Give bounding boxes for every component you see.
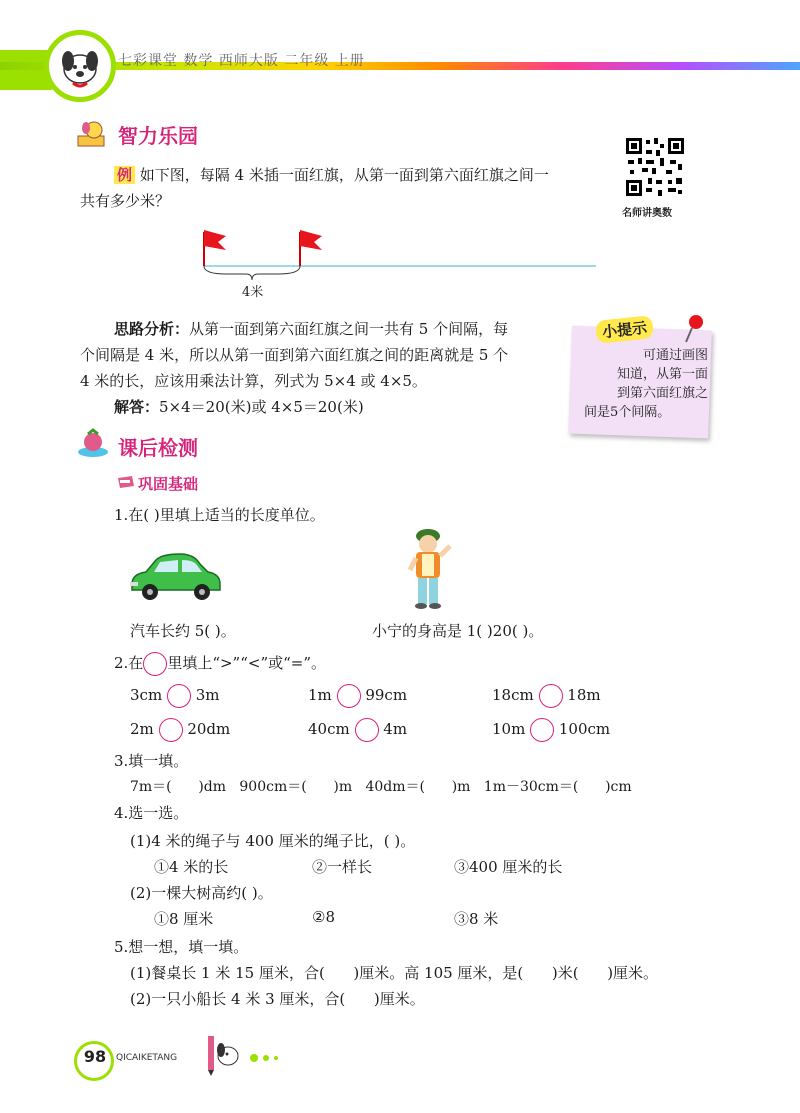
compare-2-1 [130, 718, 230, 742]
strawberry-icon [76, 428, 110, 458]
example-text-1: 如下图，每隔 4 米插一面红旗，从第一面到第六面红旗之间一 [139, 166, 549, 184]
question-2 [114, 652, 326, 676]
compare-circle[interactable] [159, 718, 183, 742]
pencil-box-icon [116, 474, 136, 490]
q4-2: (2)一棵大树高约( )。 [130, 884, 273, 902]
qr-code-icon [624, 136, 686, 198]
section-title-kehou: 课后检测 [118, 436, 198, 460]
header-title: 七彩课堂 数学 西师大版 二年级 上册 [118, 53, 365, 69]
pushpin-icon [682, 314, 706, 344]
q1-car-text: 汽车长约 5( )。 [130, 622, 236, 640]
compare-right: 20dm [187, 720, 231, 738]
compare-right: 4m [383, 720, 408, 738]
compare-circle[interactable] [167, 684, 191, 708]
compare-right: 99cm [365, 686, 408, 704]
compare-1-3 [492, 684, 601, 708]
q4-2-opt-1: ①8 厘米 [154, 910, 214, 928]
flag-icon-1 [204, 230, 226, 250]
flag-diagram [196, 222, 606, 282]
q2-text-a: 2.在 [114, 654, 144, 672]
subtitle-gonggu: 巩固基础 [138, 475, 199, 493]
analysis-text-1: 从第一面到第六面红旗之间一共有 5 个间隔，每 [189, 320, 509, 338]
compare-left: 3cm [130, 686, 163, 704]
q4-2-opt-2: ②8 [312, 908, 335, 926]
compare-circle[interactable] [530, 718, 554, 742]
compare-left: 40cm [308, 720, 350, 738]
compare-circle[interactable] [337, 684, 361, 708]
compare-2-2 [308, 718, 407, 742]
question-1: 1.在( )里填上适当的长度单位。 [114, 506, 325, 524]
q4-2-opt-3: ③8 米 [454, 910, 499, 928]
diagram-label: 4米 [242, 285, 264, 300]
compare-left: 10m [492, 720, 526, 738]
hint-line-1: 可通过画图 [642, 348, 708, 363]
compare-2-3 [492, 718, 610, 742]
compare-left: 1m [308, 686, 332, 704]
compare-right: 3m [195, 686, 220, 704]
q5-1: (1)餐桌长 1 米 15 厘米，合( )厘米。高 105 厘米，是( )米( )厘米。 [130, 964, 659, 982]
q4-1: (1)4 米的绳子与 400 厘米的绳子比，( )。 [130, 832, 416, 850]
compare-left: 2m [130, 720, 154, 738]
hint-line-2: 知道，从第一面 [616, 367, 708, 382]
boy-illustration [406, 524, 458, 610]
page-number: 98 [83, 1047, 107, 1066]
compare-circle[interactable] [539, 684, 563, 708]
car-illustration [128, 550, 224, 604]
question-3: 3.填一填。 [114, 752, 189, 770]
dog-logo-icon [44, 30, 116, 102]
q4-1-opt-3: ③400 厘米的长 [454, 858, 563, 876]
compare-circle-sample [143, 652, 167, 676]
analysis-line-1 [114, 316, 508, 342]
fruit-book-icon [76, 118, 110, 148]
section-title-zhili: 智力乐园 [118, 124, 198, 148]
compare-1-2 [308, 684, 407, 708]
q3-line: 7m＝( )dm 900cm＝( )m 40dm＝( )m 1m－30cm＝( )cm [130, 779, 632, 795]
hint-text [582, 346, 708, 422]
example-line-2: 共有多少米？ [80, 192, 171, 210]
q1-boy-text: 小宁的身高是 1( )20( )。 [372, 622, 544, 640]
compare-right: 100cm [558, 720, 611, 738]
q5-2: (2)一只小船长 4 米 3 厘米，合( )厘米。 [130, 990, 425, 1008]
hint-line-4: 间是5个间隔。 [584, 405, 671, 420]
hint-title: 小提示 [595, 315, 654, 344]
q2-text-b: 里填上“>”“<”或“=”。 [167, 654, 327, 672]
qr-caption: 名师讲奥数 [622, 208, 672, 219]
answer-line [114, 394, 364, 420]
dog-pencil-icon [202, 1032, 282, 1076]
question-4: 4.选一选。 [114, 804, 189, 822]
compare-circle[interactable] [355, 718, 379, 742]
question-5: 5.想一想，填一填。 [114, 938, 249, 956]
footer-brand: QICAIKETANG [116, 1053, 178, 1063]
hint-line-3: 到第六面红旗之 [616, 386, 708, 401]
example-line-1 [114, 162, 549, 188]
compare-1-1 [130, 684, 220, 708]
q4-1-opt-1: ①4 米的长 [154, 858, 229, 876]
example-tag: 例 [114, 166, 135, 184]
compare-left: 18cm [492, 686, 534, 704]
analysis-label: 思路分析： [114, 320, 190, 338]
analysis-line-2: 个间隔是 4 米，所以从第一面到第六面红旗之间的距离就是 5 个 [80, 346, 509, 364]
answer-text: 5×4＝20(米)或 4×5＝20(米) [159, 398, 364, 416]
analysis-line-3: 4 米的长，应该用乘法计算，列式为 5×4 或 4×5。 [80, 372, 427, 390]
compare-right: 18m [567, 686, 601, 704]
q4-1-opt-2: ②一样长 [312, 858, 373, 876]
flag-icon-2 [300, 230, 322, 250]
answer-label: 解答： [114, 398, 160, 416]
